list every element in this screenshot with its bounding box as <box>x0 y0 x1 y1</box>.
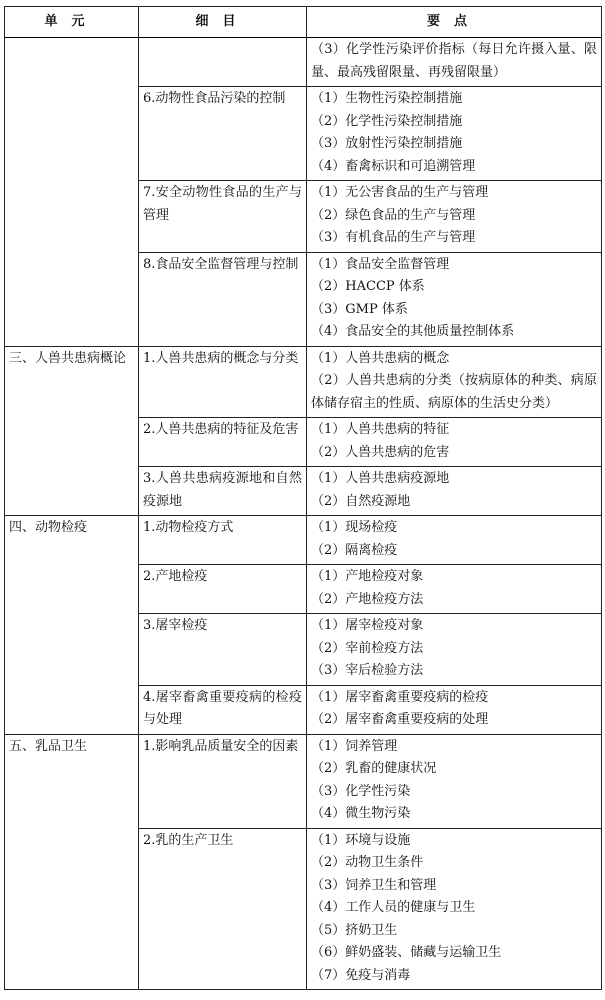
point-item: （1）现场检疫 <box>311 520 398 535</box>
point-item: （2）化学性污染控制措施 <box>311 113 463 129</box>
detail-cell: 2.乳的生产卫生 <box>139 828 307 990</box>
point-item: （1）人兽共患病的概念 <box>311 350 450 366</box>
point-item: （3）GMP 体系 <box>311 301 408 317</box>
point-item: （4）畜禽标识和可追溯管理 <box>311 158 476 174</box>
point-item: （1）环境与设施 <box>311 832 411 848</box>
header-unit: 单元 <box>5 7 139 38</box>
detail-cell: 2.产地检疫 <box>139 565 307 614</box>
unit-cell <box>5 38 139 347</box>
header-points: 要点 <box>307 7 602 38</box>
points-cell <box>307 685 602 734</box>
point-item: （3）化学性污染 <box>311 783 411 799</box>
table-header-row <box>5 7 602 38</box>
point-item: （1）产地检疫对象 <box>311 569 424 584</box>
point-item: （5）挤奶卫生 <box>311 922 398 938</box>
detail-cell: 1.动物检疫方式 <box>139 516 307 565</box>
syllabus-table <box>4 6 602 990</box>
point-item: （7）免疫与消毒 <box>311 967 411 983</box>
points-cell <box>307 418 602 467</box>
point-item: （4）微生物污染 <box>311 806 411 821</box>
points-cell <box>307 181 602 253</box>
header-detail: 细目 <box>139 7 307 38</box>
point-item: （1）人兽共患病的特征 <box>311 422 450 437</box>
points-cell <box>307 252 602 346</box>
points-cell <box>307 467 602 516</box>
points-cell <box>307 38 602 87</box>
point-item: （2）宰前检疫方法 <box>311 640 424 656</box>
point-item: （1）饲养管理 <box>311 738 398 754</box>
detail-cell: 2.人兽共患病的特征及危害 <box>139 418 307 467</box>
point-item: （4）工作人员的健康与卫生 <box>311 900 476 915</box>
point-item: （2）绿色食品的生产与管理 <box>311 207 476 223</box>
point-item: （2）动物卫生条件 <box>311 855 424 870</box>
unit-cell: 五、乳品卫生 <box>5 734 139 990</box>
point-item: （2）HACCP 体系 <box>311 279 425 294</box>
point-item: （2）自然疫源地 <box>311 493 411 509</box>
detail-cell: 4.屠宰畜禽重要疫病的检疫与处理 <box>139 685 307 734</box>
point-item: （3）化学性污染评价指标（每日允许摄入量、限量、最高残留限量、再残留限量） <box>311 42 597 80</box>
point-item: （1）屠宰畜禽重要疫病的检疫 <box>311 689 489 705</box>
point-item: （2）产地检疫方法 <box>311 591 424 607</box>
detail-cell: 8.食品安全监督管理与控制 <box>139 252 307 346</box>
table-row <box>5 516 602 565</box>
point-item: （1）食品安全监督管理 <box>311 256 450 272</box>
detail-cell: 1.影响乳品质量安全的因素 <box>139 734 307 828</box>
point-item: （1）人兽共患病疫源地 <box>311 471 450 486</box>
point-item: （4）食品安全的其他质量控制体系 <box>311 324 515 339</box>
point-item: （3）有机食品的生产与管理 <box>311 230 476 245</box>
point-item: （2）人兽共患病的分类（按病原体的种类、病原体储存宿主的性质、病原体的生活史分类） <box>311 373 597 411</box>
points-cell <box>307 734 602 828</box>
point-item: （1）无公害食品的生产与管理 <box>311 185 489 200</box>
detail-cell: 1.人兽共患病的概念与分类 <box>139 346 307 418</box>
point-item: （2）人兽共患病的危害 <box>311 444 450 460</box>
table-row <box>5 346 602 418</box>
table-row <box>5 38 602 87</box>
unit-cell: 四、动物检疫 <box>5 516 139 735</box>
point-item: （2）乳畜的健康状况 <box>311 761 437 776</box>
points-cell <box>307 516 602 565</box>
point-item: （3）宰后检验方法 <box>311 663 424 678</box>
point-item: （2）屠宰畜禽重要疫病的处理 <box>311 712 489 727</box>
points-cell <box>307 565 602 614</box>
point-item: （2）隔离检疫 <box>311 542 398 558</box>
detail-cell <box>139 38 307 87</box>
unit-cell: 三、人兽共患病概论 <box>5 346 139 516</box>
point-item: （6）鲜奶盛装、储藏与运输卫生 <box>311 945 502 960</box>
point-item: （1）屠宰检疫对象 <box>311 618 424 633</box>
table-row <box>5 734 602 828</box>
detail-cell: 6.动物性食品污染的控制 <box>139 87 307 181</box>
detail-cell: 3.人兽共患病疫源地和自然疫源地 <box>139 467 307 516</box>
detail-cell: 7.安全动物性食品的生产与管理 <box>139 181 307 253</box>
points-cell <box>307 614 602 686</box>
points-cell <box>307 828 602 990</box>
point-item: （3）放射性污染控制措施 <box>311 136 463 151</box>
point-item: （1）生物性污染控制措施 <box>311 91 463 106</box>
points-cell <box>307 87 602 181</box>
detail-cell: 3.屠宰检疫 <box>139 614 307 686</box>
points-cell <box>307 346 602 418</box>
point-item: （3）饲养卫生和管理 <box>311 877 437 893</box>
